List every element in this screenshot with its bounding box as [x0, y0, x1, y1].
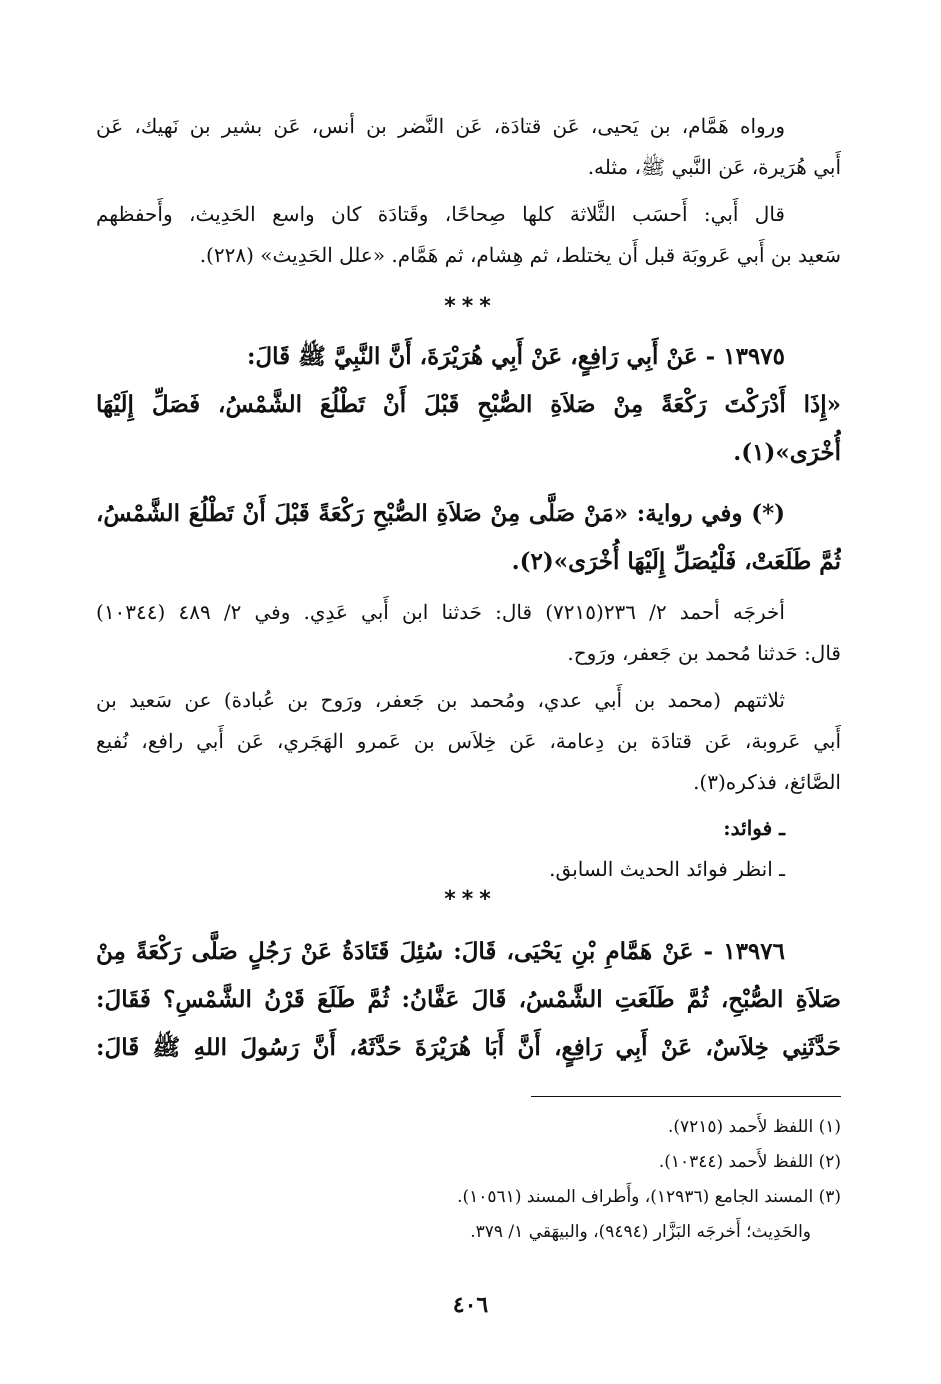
text-line: الصَّائغ، فذكره(٣). — [693, 770, 841, 794]
section-separator: *** — [444, 887, 497, 912]
footnote-1: (١) اللفظ لأَحمد (٧٢١٥). — [667, 1117, 841, 1137]
hadith-line: ١٣٩٧٦ - عَنْ هَمَّامِ بْنِ يَحْيَى، قَالَ: سُئِلَ قَتَادَةُ عَنْ رَجُلٍ صَلَّى رَكْعَةً مِنْ — [96, 938, 785, 965]
footnote-3-continued: والحَدِيث؛ أَخرجَه البَزَّار (٩٤٩٤)، والبيهَقي ١/ ٣٧٩. — [470, 1222, 811, 1242]
text-line: ثلاثتهم (محمد بن أَبي عدي، ومُحمد بن جَعفر، ورَوح بن عُبادة) عن سَعيد بن — [96, 688, 785, 712]
hadith-line: ثُمَّ طَلَعَتْ، فَلْيُصَلِّ إِلَيْهَا أُخْرَى»(٢). — [511, 548, 841, 575]
hadith-13975 — [96, 333, 841, 477]
footnote-3: (٣) المسند الجامع (١٢٩٣٦)، وأَطراف المسند (١٠٥٦١). — [457, 1187, 841, 1207]
hadith-line: أُخْرَى»(١). — [733, 439, 841, 466]
paragraph-riwaya — [96, 490, 841, 586]
page-number: ٤٠٦ — [452, 1292, 489, 1318]
hadith-13976 — [96, 928, 841, 1072]
text-line: أخرجَه أحمد ٢/ ٢٣٦(٧٢١٥) قال: حَدثنا ابن أَبي عَدِي. وفي ٢/ ٤٨٩ (١٠٣٤٤) — [96, 600, 785, 624]
fawaid-section — [96, 808, 841, 890]
paragraph-abi-qawl — [96, 194, 841, 276]
text-line: سَعيد بن أَبي عَروبَة قبل أَن يختلط، ثم هِشام، ثم هَمَّام. «علل الحَدِيث» (٢٢٨). — [199, 243, 841, 267]
hadith-line: «إِذَا أَدْرَكْتَ رَكْعَةً مِنْ صَلاَةِ الصُّبْحِ قَبْلَ أَنْ تَطْلُعَ الشَّمْسُ، فَصَلِّ إِلَيْهَا — [96, 391, 841, 418]
hadith-line: (*) وفي رواية: «مَنْ صَلَّى مِنْ صَلاَةِ الصُّبْحِ رَكْعَةً قَبْلَ أَنْ تَطْلُعَ الشَّمْسُ، — [96, 500, 785, 527]
hadith-line: صَلاَةِ الصُّبْحِ، ثُمَّ طَلَعَتِ الشَّمْسُ، قَالَ عَفَّانُ: ثُمَّ طَلَعَ قَرْنُ الشَّمْسِ؟ فَقَالَ: — [96, 986, 841, 1013]
paragraph-isnad — [96, 680, 841, 803]
text-line: أَبي هُرَيرة، عَن النَّبي ﷺ، مثله. — [587, 155, 841, 179]
paragraph-takhrij — [96, 592, 841, 674]
text-line: أَبي عَروبة، عَن قتادَة بن دِعامة، عَن خِلاَس بن عَمرو الهَجَري، عَن أَبي رافع، نُفيع — [96, 729, 841, 753]
footnote-divider — [531, 1096, 841, 1097]
paragraph-hammam-riwaya — [96, 106, 841, 188]
fawaid-heading: ـ فوائد: — [723, 816, 785, 840]
hadith-line: ١٣٩٧٥ - عَنْ أَبِي رَافِعٍ، عَنْ أَبِي هُرَيْرَةَ، أَنَّ النَّبِيَّ ﷺ قَالَ: — [246, 343, 785, 370]
fawaid-text: ـ انظر فوائد الحديث السابق. — [549, 857, 785, 881]
text-line: قال: حَدثنا مُحمد بن جَعفر، ورَوح. — [567, 641, 841, 665]
text-line: قال أَبي: أَحسَب الثَّلاثة كلها صِحاحًا، وقَتادَة كان واسع الحَدِيث، وأَحفظهم — [96, 202, 785, 226]
hadith-line: حَدَّثَنِي خِلاَسٌ، عَنْ أَبِي رَافِعٍ، أَنَّ أَبَا هُرَيْرَةَ حَدَّثَهُ، أَنَّ رَسُولَ اللهِ ﷺ قَالَ: — [96, 1034, 841, 1061]
section-separator: *** — [444, 294, 497, 319]
footnote-2: (٢) اللفظ لأَحمد (١٠٣٤٤). — [658, 1152, 841, 1172]
footnotes — [96, 1110, 841, 1250]
text-line: ورواه هَمَّام، بن يَحيى، عَن قتادَة، عَن النَّضر بن أنس، عَن بشير بن نَهيك، عَن — [96, 114, 785, 138]
